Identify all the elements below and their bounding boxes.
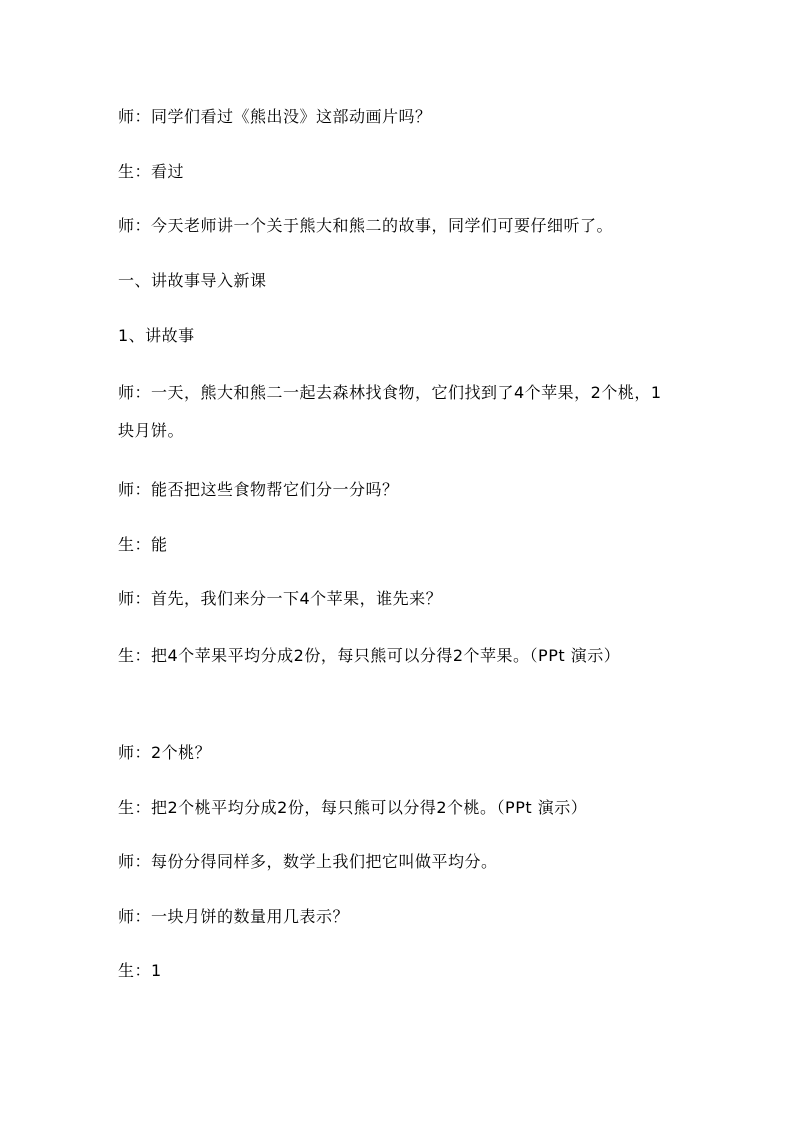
paragraph-15: 生：1 [118,961,162,980]
section-heading: 一、讲故事导入新课 [118,271,267,290]
paragraph-3: 师：今天老师讲一个关于熊大和熊二的故事，同学们可要仔细听了。 [118,216,614,235]
paragraph-9: 师：首先，我们来分一下4个苹果，谁先来？ [118,589,443,608]
paragraph-12: 生：把2个桃平均分成2份，每只熊可以分得2个桃。（PPt 演示） [118,798,588,817]
paragraph-13: 师：每份分得同样多，数学上我们把它叫做平均分。 [118,852,498,871]
paragraph-6: 师：一天，熊大和熊二一起去森林找食物，它们找到了4个苹果，2个桃，1块月饼。 [118,383,662,440]
paragraph-10: 生：把4个苹果平均分成2份，每只熊可以分得2个苹果。（PPt 演示） [118,646,621,665]
paragraph-7: 师：能否把这些食物帮它们分一分吗？ [118,480,399,499]
paragraph-2: 生：看过 [118,162,185,181]
subsection-heading: 1、讲故事 [118,326,195,345]
paragraph-11: 师：2个桃？ [118,743,212,762]
paragraph-8: 生：能 [118,535,168,554]
paragraph-14: 师：一块月饼的数量用几表示？ [118,907,350,926]
paragraph-1: 师：同学们看过《熊出没》这部动画片吗？ [118,107,432,126]
